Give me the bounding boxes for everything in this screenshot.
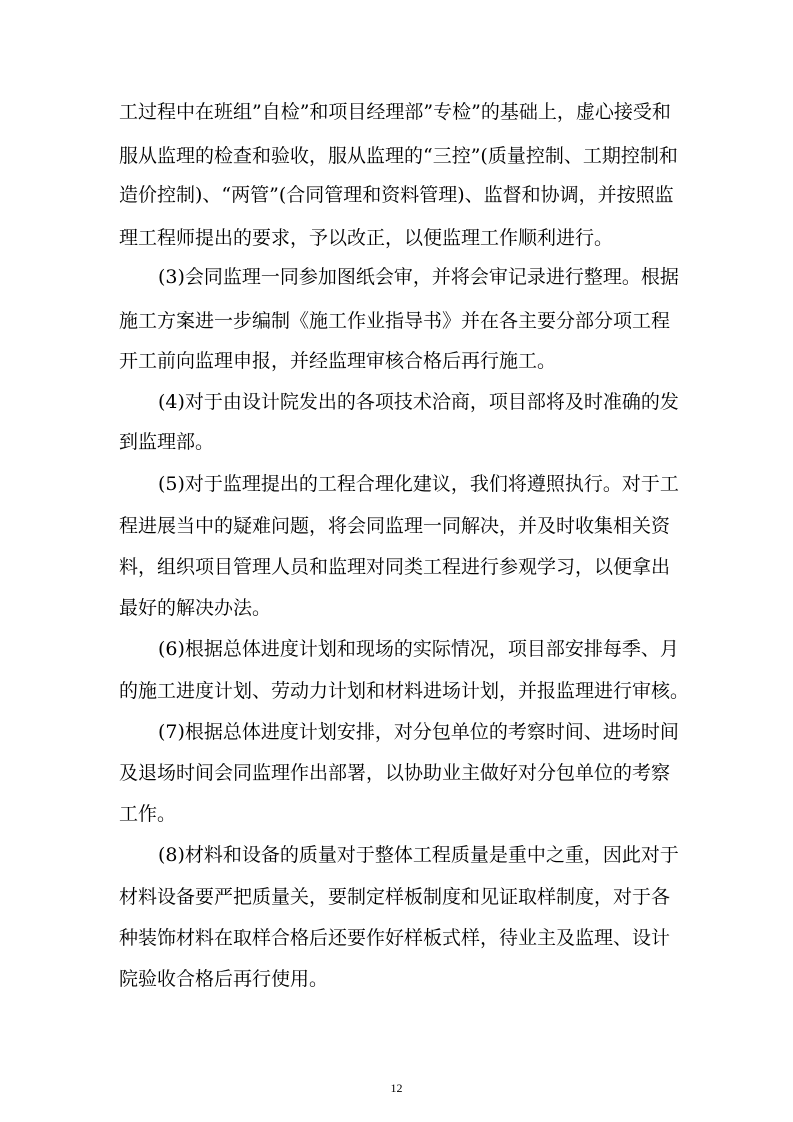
paragraph-5-start: (5)对于监理提出的工程合理化建议，我们将遵照执行。对于工 — [158, 473, 679, 495]
paragraph-4-start: (4)对于由设计院发出的各项技术洽商，项目部将及时准确的发 — [158, 391, 679, 413]
body-text-line: 到监理部。 — [119, 431, 215, 453]
paragraph-3-start: (3)会同监理一同参加图纸会审，并将会审记录进行整理。根据 — [158, 266, 679, 288]
body-text-line: 院验收合格后再行使用。 — [119, 968, 329, 990]
paragraph-7-start: (7)根据总体进度计划安排，对分包单位的考察时间、进场时间 — [158, 721, 679, 743]
body-text-line: 施工方案进一步编制《施工作业指导书》并在各主要分部分项工程 — [119, 310, 671, 332]
body-text-line: 程进展当中的疑难问题，将会同监理一同解决，并及时收集相关资 — [119, 515, 671, 537]
paragraph-8-start: (8)材料和设备的质量对于整体工程质量是重中之重，因此对于 — [158, 844, 679, 866]
paragraph-6-start: (6)根据总体进度计划和现场的实际情况，项目部安排每季、月 — [158, 638, 679, 660]
body-text-line: 理工程师提出的要求，予以改正，以便监理工作顺利进行。 — [119, 227, 614, 249]
body-text-line: 造价控制)、“两管”(合同管理和资料管理)、监督和协调，并按照监 — [119, 184, 674, 206]
body-text-line: 工作。 — [119, 803, 177, 825]
body-text-line: 最好的解决办法。 — [119, 597, 272, 619]
body-text-line: 服从监理的检查和验收，服从监理的“三控”(质量控制、工期控制和 — [119, 145, 678, 167]
body-text-line: 材料设备要严把质量关，要制定样板制度和见证取样制度，对于各 — [119, 886, 671, 908]
body-text-line: 料，组织项目管理人员和监理对同类工程进行参观学习，以便拿出 — [119, 556, 671, 578]
body-text-line: 及退场时间会同监理作出部署，以协助业主做好对分包单位的考察 — [119, 762, 671, 784]
body-text-line: 开工前向监理申报，并经监理审核合格后再行施工。 — [119, 350, 557, 372]
body-text-line: 的施工进度计划、劳动力计划和材料进场计划，并报监理进行审核。 — [119, 680, 690, 702]
body-text-line: 种装饰材料在取样合格后还要作好样板式样，待业主及监理、设计 — [119, 927, 671, 949]
page-number: 12 — [390, 1081, 403, 1095]
body-text-line: 工过程中在班组”自检”和项目经理部”专检”的基础上，虚心接受和 — [119, 101, 671, 123]
